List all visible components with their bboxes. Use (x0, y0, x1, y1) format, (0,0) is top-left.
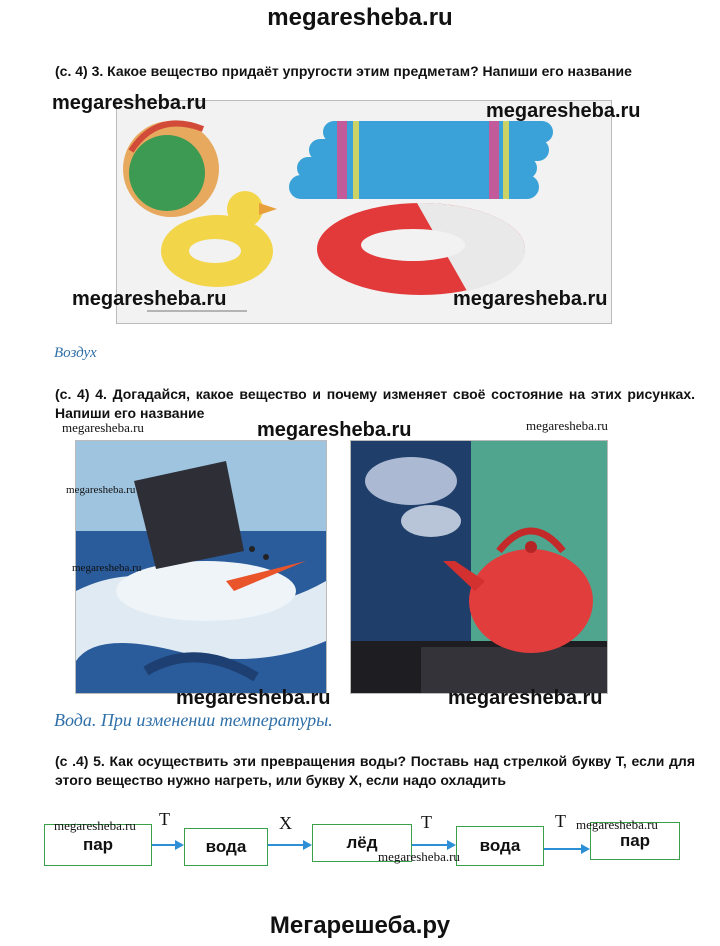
arrow-letter: Т (555, 811, 566, 831)
arrow-letter: Т (421, 812, 432, 832)
kettle-picture (350, 440, 608, 694)
question-3-answer: Воздух (54, 345, 97, 361)
watermark: megaresheba.ru (176, 687, 331, 709)
state-box-water: вода (184, 828, 268, 866)
pool-noodles-icon (289, 121, 553, 199)
watermark: megaresheba.ru (257, 419, 412, 441)
state-box-steam: пар (590, 822, 680, 860)
arrow-head-icon (581, 844, 590, 854)
transition-arrow (268, 844, 304, 846)
watermark: megaresheba.ru (72, 288, 227, 310)
watermark: megaresheba.ru (62, 420, 144, 435)
state-box-water: вода (456, 826, 544, 866)
watermark: megaresheba.ru (576, 817, 658, 832)
watermark: megaresheba.ru (486, 100, 641, 122)
watermark: megaresheba.ru (448, 687, 603, 709)
arrow-letter: Т (159, 809, 170, 829)
question-4-answer: Вода. При изменении температуры. (54, 710, 333, 730)
state-box-ice: лёд (312, 824, 412, 862)
arrow-head-icon (303, 840, 312, 850)
watermark: megaresheba.ru (72, 562, 142, 574)
watermark: megaresheba.ru (526, 418, 608, 433)
page-footer: Мегарешеба.ру (269, 912, 451, 939)
ball-icon (123, 121, 219, 217)
transition-arrow (544, 848, 582, 850)
swim-ring-icon (317, 203, 525, 295)
arrow-head-icon (175, 840, 184, 850)
arrow-letter: Х (279, 813, 292, 833)
question-4-text: (с. 4) 4. Догадайся, какое вещество и почему изменяет своё состояние на этих рисунках. Напиши его название (55, 386, 695, 421)
question-3-text: (с. 4) 3. Какое вещество придаёт упругости этим предметам? Напиши его название (55, 63, 632, 79)
transition-arrow (152, 844, 176, 846)
watermark: megaresheba.ru (66, 484, 136, 496)
state-box-steam: пар (44, 824, 152, 866)
question-5-text: (с .4) 5. Как осуществить эти превращения воды? Поставь над стрелкой букву Т, если для этого вещество нужно нагреть, или букву Х, если надо охладить (55, 753, 695, 788)
transition-arrow (412, 844, 448, 846)
page-header: megaresheba.ru (267, 4, 453, 31)
watermark: megaresheba.ru (378, 849, 460, 864)
boiling-kettle-drawing (351, 441, 607, 693)
watermark: megaresheba.ru (453, 288, 608, 310)
watermark: megaresheba.ru (54, 818, 136, 833)
watermark: megaresheba.ru (52, 92, 207, 114)
